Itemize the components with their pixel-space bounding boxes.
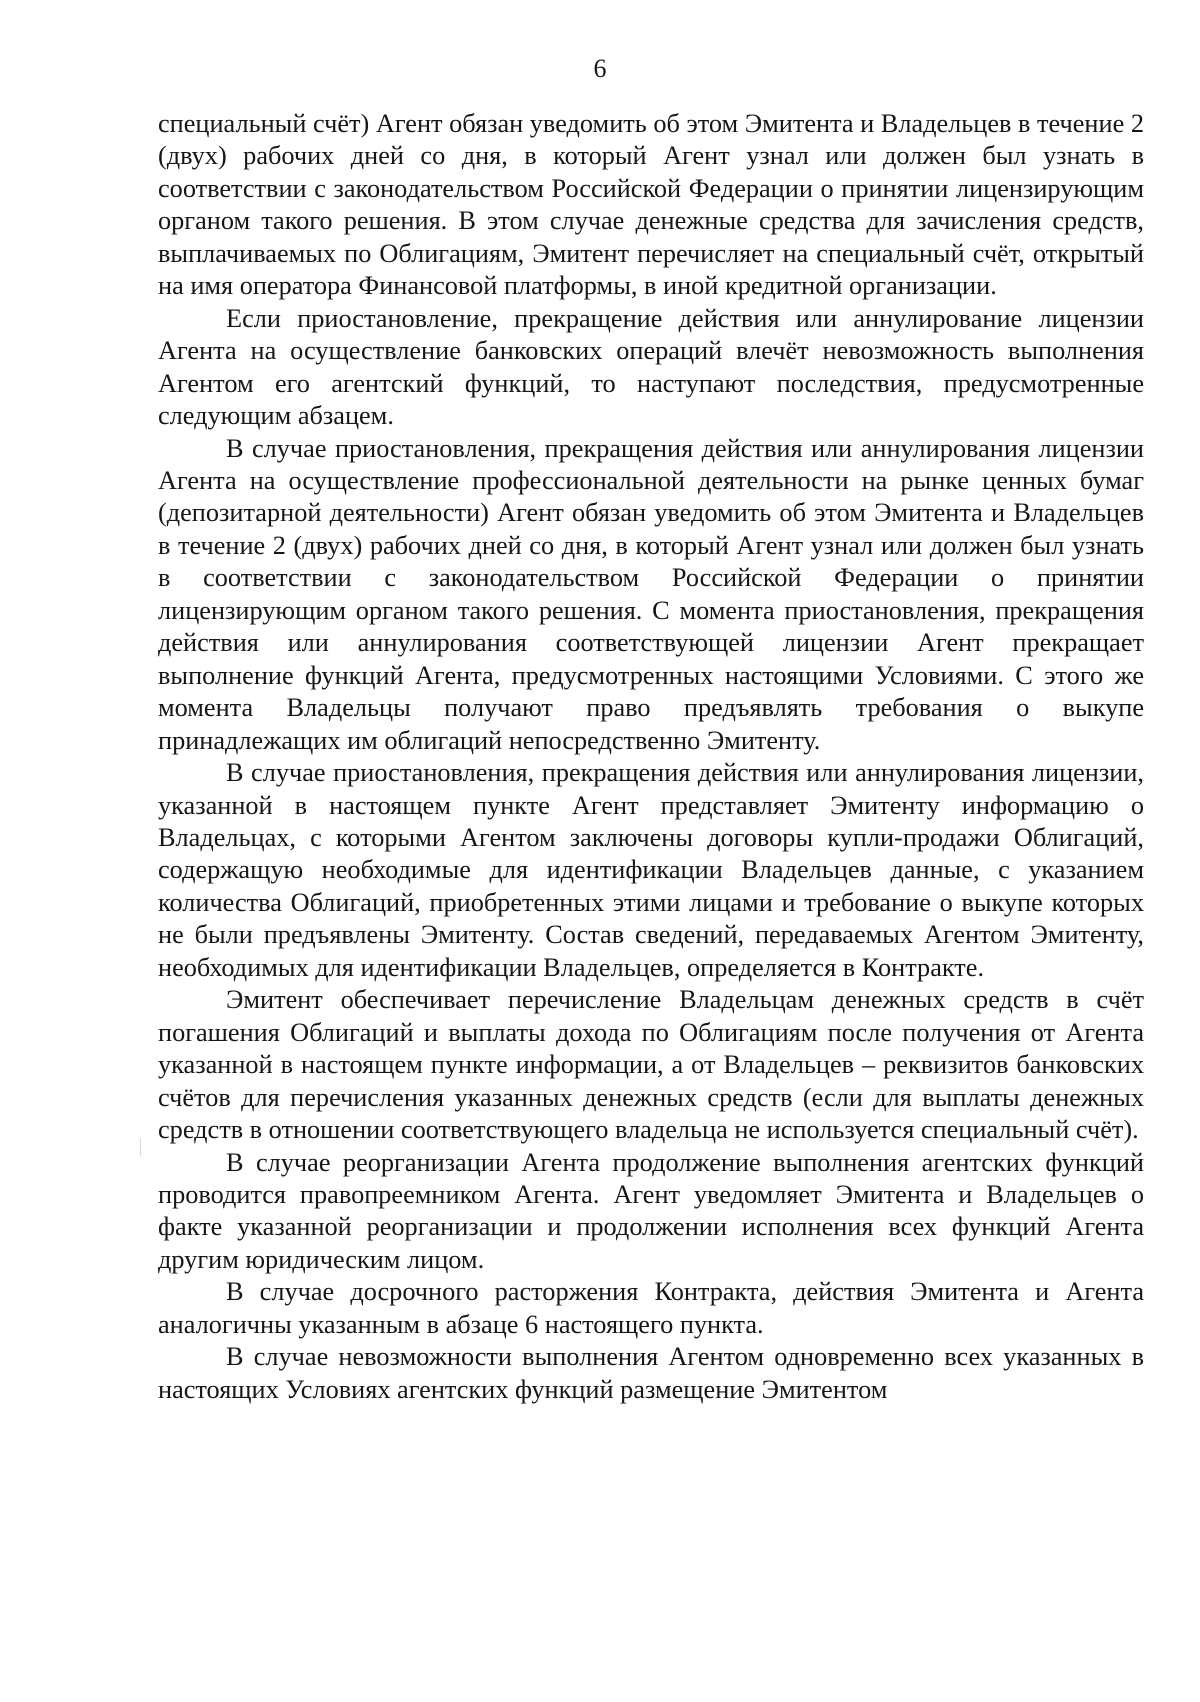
- paragraph-impossibility: В случае невозможности выполнения Агентом одновременно всех указанных в настоящих Условиях агентских функций размещение Эмитентом: [158, 1342, 1144, 1404]
- paragraph-owner-information: В случае приостановления, прекращения действия или аннулирования лицензии, указанной в настоящем пункте Агент представляет Эмитенту информацию о Владельцах, с которыми Агентом заключены договоры купли-продажи Облигаций, содержащую необходимые для идентификации Владельцев данные, с указанием количества Облигаций, приобретенных этими лицами и требование о выкупе которых не были предъявлены Эмитенту. Состав сведений, передаваемых Агентом Эмитенту, необходимых для идентификации Владельцев, определяется в Контракте.: [158, 758, 1144, 982]
- paragraph-issuer-payments: Эмитент обеспечивает перечисление Владельцам денежных средств в счёт погашения Облигаций и выплаты дохода по Облигациям после получения от Агента указанной в настоящем пункте информации, а от Владельцев – реквизитов банковских счётов для перечисления указанных денежных средств (если для выплаты денежных средств в отношении соответствующего владельца не используется специальный счёт).: [158, 985, 1144, 1145]
- scan-artifact-line: [140, 1138, 141, 1156]
- paragraph-contract-termination: В случае досрочного расторжения Контракта, действия Эмитента и Агента аналогичны указанным в абзаце 6 настоящего пункта.: [158, 1277, 1144, 1339]
- paragraph-banking-license: Если приостановление, прекращение действия или аннулирование лицензии Агента на осуществление банковских операций влечёт невозможность выполнения Агентом его агентский функций, то наступают последствия, предусмотренные следующим абзацем.: [158, 303, 1144, 431]
- paragraph-reorganization: В случае реорганизации Агента продолжение выполнения агентских функций проводится правопреемником Агента. Агент уведомляет Эмитента и Владельцев о факте указанной реорганизации и продолжении исполнения всех функций Агента другим юридическим лицом.: [158, 1147, 1144, 1274]
- paragraph-continuation: специальный счёт) Агент обязан уведомить об этом Эмитента и Владельцев в течение 2 (двух) рабочих дней со дня, в который Агент узнал или должен был узнать в соответствии с законодательством Российской Федерации о принятии лицензирующим органом такого решения. В этом случае денежные средства для зачисления средств, выплачиваемых по Облигациям, Эмитент перечисляет на специальный счёт, открытый на имя оператора Финансовой платформы, в иной кредитной организации.: [158, 109, 1144, 301]
- paragraph-depository-license: В случае приостановления, прекращения действия или аннулирования лицензии Агента на осуществление профессиональной деятельности на рынке ценных бумаг (депозитарной деятельности) Агент обязан уведомить об этом Эмитента и Владельцев в течение 2 (двух) рабочих дней со дня, в который Агент узнал или должен был узнать в соответствии с законодательством Российской Федерации о принятии лицензирующим органом такого решения. С момента приостановления, прекращения действия или аннулирования соответствующей лицензии Агент прекращает выполнение функций Агента, предусмотренных настоящими Условиями. С этого же момента Владельцы получают право предъявлять требования о выкупе принадлежащих им облигаций непосредственно Эмитенту.: [158, 433, 1144, 755]
- document-body: [158, 108, 1144, 1406]
- page-number: 6: [593, 54, 607, 83]
